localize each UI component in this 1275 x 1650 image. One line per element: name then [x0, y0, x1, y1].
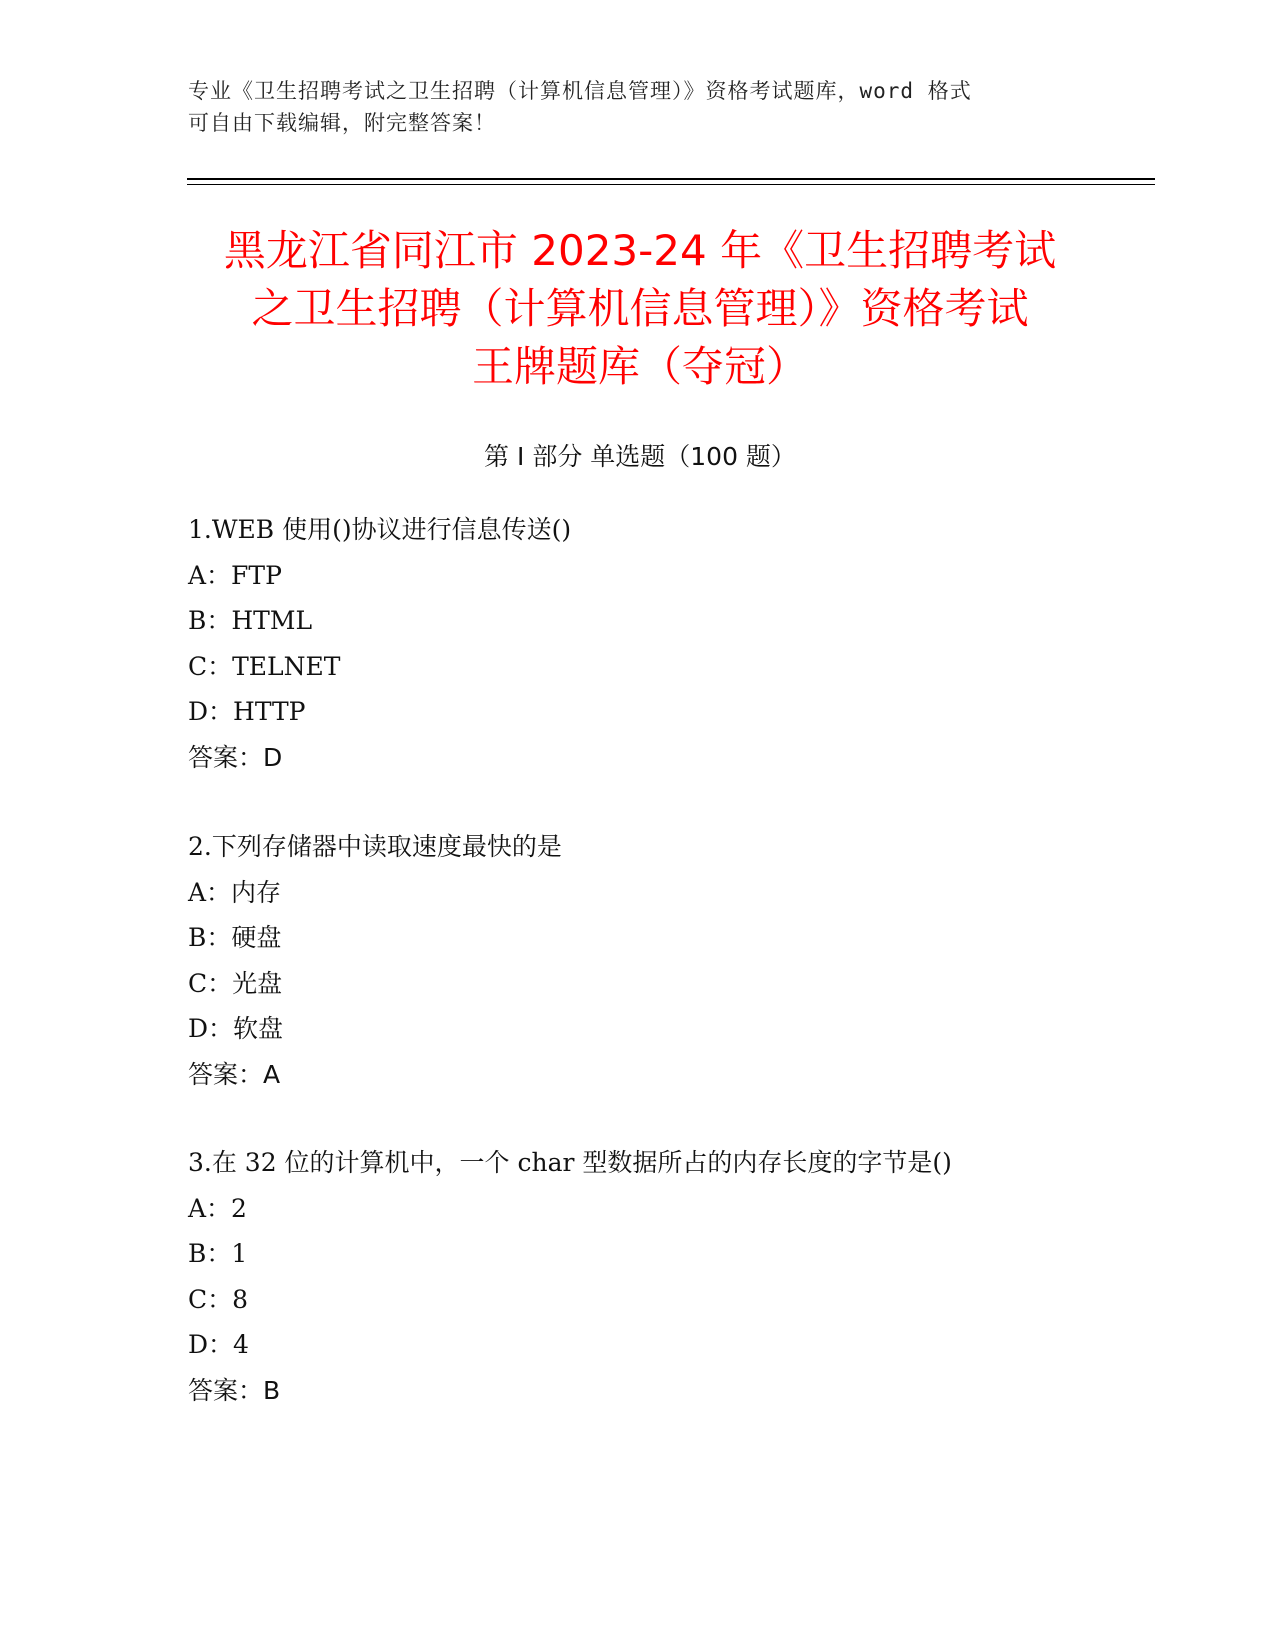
header-note-line-1: 专业《卫生招聘考试之卫生招聘（计算机信息管理）》资格考试题库，word 格式 — [188, 79, 972, 103]
option-c: C：8 — [188, 1284, 249, 1314]
question-stem: 1.WEB 使用()协议进行信息传送() — [188, 515, 572, 544]
question-stem: 3.在 32 位的计算机中，一个 char 型数据所占的内存长度的字节是() — [188, 1148, 952, 1177]
header-note-line-2: 可自由下载编辑，附完整答案！ — [188, 111, 496, 135]
document-title-line-3: 王牌题库（夺冠） — [471, 342, 808, 391]
option-c: C：TELNET — [188, 651, 341, 681]
question-1 — [188, 507, 1118, 780]
question-2 — [188, 824, 1118, 1097]
answer: 答案：D — [188, 742, 283, 772]
answer: 答案：A — [188, 1059, 281, 1089]
header-divider-thick — [187, 178, 1155, 180]
answer: 答案：B — [188, 1375, 281, 1405]
header-note — [188, 75, 1088, 139]
option-b: B：硬盘 — [188, 923, 282, 952]
option-d: D：4 — [188, 1330, 249, 1359]
option-a: A：FTP — [188, 560, 282, 590]
document-title-line-2: 之卫生招聘（计算机信息管理）》资格考试 — [251, 284, 1029, 333]
document-title-line-1: 黑龙江省同江市 2023-24 年《卫生招聘考试 — [223, 226, 1057, 275]
option-b: B：1 — [188, 1239, 248, 1268]
question-stem: 2.下列存储器中读取速度最快的是 — [188, 832, 562, 861]
section-title: 第 I 部分 单选题（100 题） — [484, 442, 796, 471]
header-divider-thin — [187, 184, 1155, 185]
option-b: B：HTML — [188, 606, 313, 635]
option-a: A：内存 — [188, 877, 282, 907]
option-d: D：软盘 — [188, 1014, 284, 1043]
question-3 — [188, 1140, 1118, 1413]
option-a: A：2 — [188, 1193, 247, 1223]
option-c: C：光盘 — [188, 968, 283, 998]
option-d: D：HTTP — [188, 697, 306, 726]
document-title — [187, 222, 1093, 396]
